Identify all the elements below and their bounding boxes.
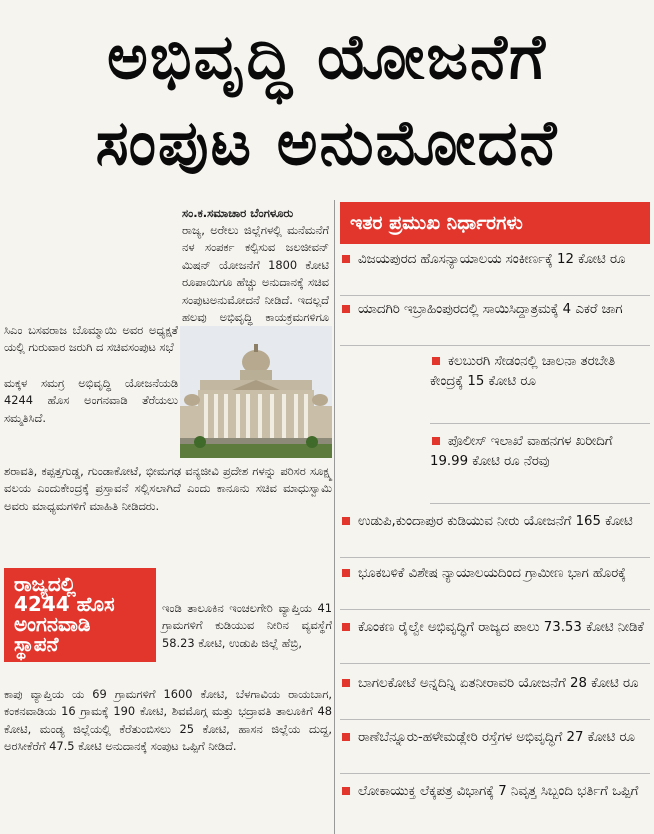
bullet-icon [342,733,350,741]
headline-line-2: ಸಂಪುಟ ಅನುಮೋದನೆ [95,106,559,179]
sidebar-item [340,564,650,610]
promo-line-2: 4244 ಹೊಸ [14,592,115,616]
sidebar-item [340,618,650,664]
bullet-icon [342,255,350,263]
sidebar-item-text: ವಿಜಯಪುರದ ಹೊಸನ್ಯಾಯಾಲಯ ಸಂಕೀರ್ಣಕ್ಕೆ 12 ಕೋಟಿ ರೂ [358,252,626,267]
sidebar-item-text: ಕೊಂಕಣ ರೈಲ್ವೇ ಅಭಿವೃದ್ಧಿಗೆ ರಾಜ್ಯದ ಪಾಲು 73.53 ಕೋಟಿ ನೀಡಿಕೆ [358,620,644,635]
sidebar-item [340,782,650,830]
bullet-icon [342,569,350,577]
bullet-icon [342,305,350,313]
promo-line-1: ರಾಜ್ಯದಲ್ಲಿ [14,572,76,596]
sidebar-item [340,728,650,774]
sidebar-item-text: ಬಾಗಲಕೋಟೆ ಅನ್ನದಿನ್ನಿ ಏತನೀರಾವರಿ ಯೋಜನೆಗೆ 28 ಕೋಟಿ ರೂ [358,676,639,691]
article-para-5: ಇಂಡಿ ತಾಲೂಕಿನ ಇಂಚಲಗೇರಿ ವ್ಯಾಪ್ತಿಯ 41 ಗ್ರಾಮಗಳಿಗೆ ಕುಡಿಯುವ ನೀರಿನ ವ್ಯವಸ್ಥೆಗೆ 58.23 ಕೋಟಿ, ಉಡುಪಿ ಜಿಲ್ಲೆ ಹೆಬ್ರಿ, [162,601,332,650]
headline-line-1: ಅಭಿವೃದ್ಧಿ ಯೋಜನೆಗೆ [106,20,548,93]
sidebar-item-text: ಲೋಕಾಯುಕ್ತ ಲೆಕ್ಕಪತ್ರ ವಿಭಾಗಕ್ಕೆ 7 ನಿವೃತ್ತ ಸಿಬ್ಬಂದಿ ಭರ್ತಿಗೆ ಒಪ್ಪಿಗೆ [358,784,639,799]
sidebar-item [340,674,650,720]
sidebar-item-text: ಕಲಬುರಗಿ ಸೇಡಂನಲ್ಲಿ ಚಾಲನಾ ತರಬೇತಿ ಕೇಂದ್ರಕ್ಕೆ 15 ಕೋಟಿ ರೂ [430,354,616,389]
column-divider [334,200,335,834]
bullet-icon [342,679,350,687]
sidebar-item [430,432,650,504]
bullet-icon [342,623,350,631]
promo-line-4: ಸ್ಥಾಪನೆ [14,632,59,656]
bullet-icon [342,517,350,525]
sidebar-item-text: ಯಾದಗಿರಿ ಇಬ್ರಾಹಿಂಪುರದಲ್ಲಿ ಸಾಯಿಸಿದ್ದಾತ್ರಮಕ್ಕೆ 4 ಎಕರೆ ಜಾಗ [358,302,623,317]
sidebar-item-text: ಉಡುಪಿ,ಕುಂದಾಪುರ ಕುಡಿಯುವ ನೀರು ಯೋಜನೆಗೆ 165 ಕೋಟಿ [358,514,633,529]
sidebar-item-text: ರಾಣೆಬೆನ್ನೂರು-ಹಳೇಮಡ್ಲೇರಿ ರಸ್ತೆಗಳ ಅಭಿವೃದ್ಧಿಗೆ 27 ಕೋಟಿ ರೂ [358,730,635,745]
sidebar-title: ಇತರ ಪ್ರಮುಖ ನಿರ್ಧಾರಗಳು [340,202,650,244]
sidebar-item-text: ಭೂಕಬಳಿಕೆ ವಿಶೇಷ ನ್ಯಾಯಾಲಯದಿಂದ ಗ್ರಾಮೀಣ ಭಾಗ ಹೊರಕ್ಕೆ [358,566,626,581]
sidebar-item [430,352,650,424]
promo-line-3: ಅಂಗನವಾಡಿ [14,612,91,636]
sidebar-item [340,512,650,558]
sidebar [338,200,654,834]
headline [0,0,654,200]
promo-box [4,568,156,662]
article-para-6: ಕಾಪು ವ್ಯಾಪ್ತಿಯ ಯ 69 ಗ್ರಾಮಗಳಿಗೆ 1600 ಕೋಟಿ, ಬೆಳಗಾವಿಯ ರಾಯಬಾಗ, ಕಂಕನವಾಡಿಯ 16 ಗ್ರಾಮಕ್ಕೆ 190 ಕೋಟಿ, ಶಿವಮೊಗ್ಗ ಮತ್ತು ಭದ್ರಾವತಿ ತಾಲೂಕಿಗೆ 48 ಕೋಟಿ, ಮಂಡ್ಯ ಜಿಲ್ಲೆಯಲ್ಲಿ ಕೆರೆತುಂಬಿಸಲು 25 ಕೋಟಿ, ಹಾಸನ ಜಿಲ್ಲೆಯ ದುದ್ದ, ಅರಸೀಕೆರೆಗೆ 47.5 ಕೋಟಿ ಅನುದಾನಕ್ಕೆ ಸಂಪುಟ ಒಪ್ಪಿಗೆ ನೀಡಿದೆ. [4,687,332,754]
article-para-2: ಸಿಎಂ ಬಸವರಾಜ ಬೊಮ್ಮಾಯಿ ಅವರ ಅಧ್ಯಕ್ಷತೆ ಯಲ್ಲಿ ಗುರುವಾರ ಜರುಗಿ ದ ಸಚಿವಸಂಪುಟ ಸಭೆ [4,323,178,355]
sidebar-item [340,300,650,346]
bullet-icon [432,357,440,365]
sidebar-item [340,250,650,296]
building-illustration [180,326,332,458]
article-para-1: ರಾಜ್ಯ, ಅರೇಲು ಜಿಲ್ಲೆಗಳಲ್ಲಿ ಮನೆಮನೆಗೆ ನಳ ಸಂಪರ್ಕ ಕಲ್ಪಿಸುವ ಜಲಜೀವನ್ ಮಿಷನ್ ಯೋಜನೆಗೆ 1800 ಕೋಟಿ ರೂಪಾಯಿಗೂ ಹೆಚ್ಚು ಅನುದಾನಕ್ಕೆ ಸಚಿವ ಸಂಪುಟಅನುಮೋದನೆ ನೀಡಿದೆ. ಇದಲ್ಲದೆ ಹಲವು ಅಭಿವೃದ್ಧಿ ಕಾಯಕ್ರಮಗಳಿಗೂ [182,223,329,325]
bullet-icon [432,437,440,445]
article-para-4: ಶರಾವತಿ, ಕಪ್ಪತ್ತಗುಡ್ಡ, ಗುಂಡಾಕೋಟೆ, ಭೀಮಗಢ ವನ್ಯಜೀವಿ ಪ್ರದೇಶ ಗಳನ್ನು ಪರಿಸರ ಸೂಕ್ಷ್ಮ ವಲಯ ಎಂದುಕೇಂದ್ರಕ್ಕೆ ಪ್ರಸ್ತಾವನೆ ಸಲ್ಲಿಸಲಾಗಿದೆ ಎಂದು ಕಾನೂನು ಸಚಿವ ಮಾಧುಸ್ವಾಮಿ ಅವರು ಮಾಧ್ಯಮಗಳಿಗೆ ಮಾಹಿತಿ ನೀಡಿದರು. [4,464,332,513]
dateline: ಸಂ.ಕ.ಸಮಾಚಾರ ಬೆಂಗಳೂರು [182,206,294,220]
sidebar-item-text: ಪೊಲೀಸ್ ಇಲಾಖೆ ವಾಹನಗಳ ಖರೀದಿಗೆ 19.99 ಕೋಟಿ ರೂ ನೆರವು [430,434,613,469]
vidhana-soudha-photo [180,326,332,458]
bullet-icon [342,787,350,795]
article-para-3: ಮಕ್ಕಳ ಸಮಗ್ರ ಅಭಿವೃದ್ಧಿ ಯೋಜನೆಯಡಿ 4244 ಹೊಸ ಅಂಗನವಾಡಿ ತೆರೆಯಲು ಸಮ್ಮತಿಸಿದೆ. [4,376,178,425]
